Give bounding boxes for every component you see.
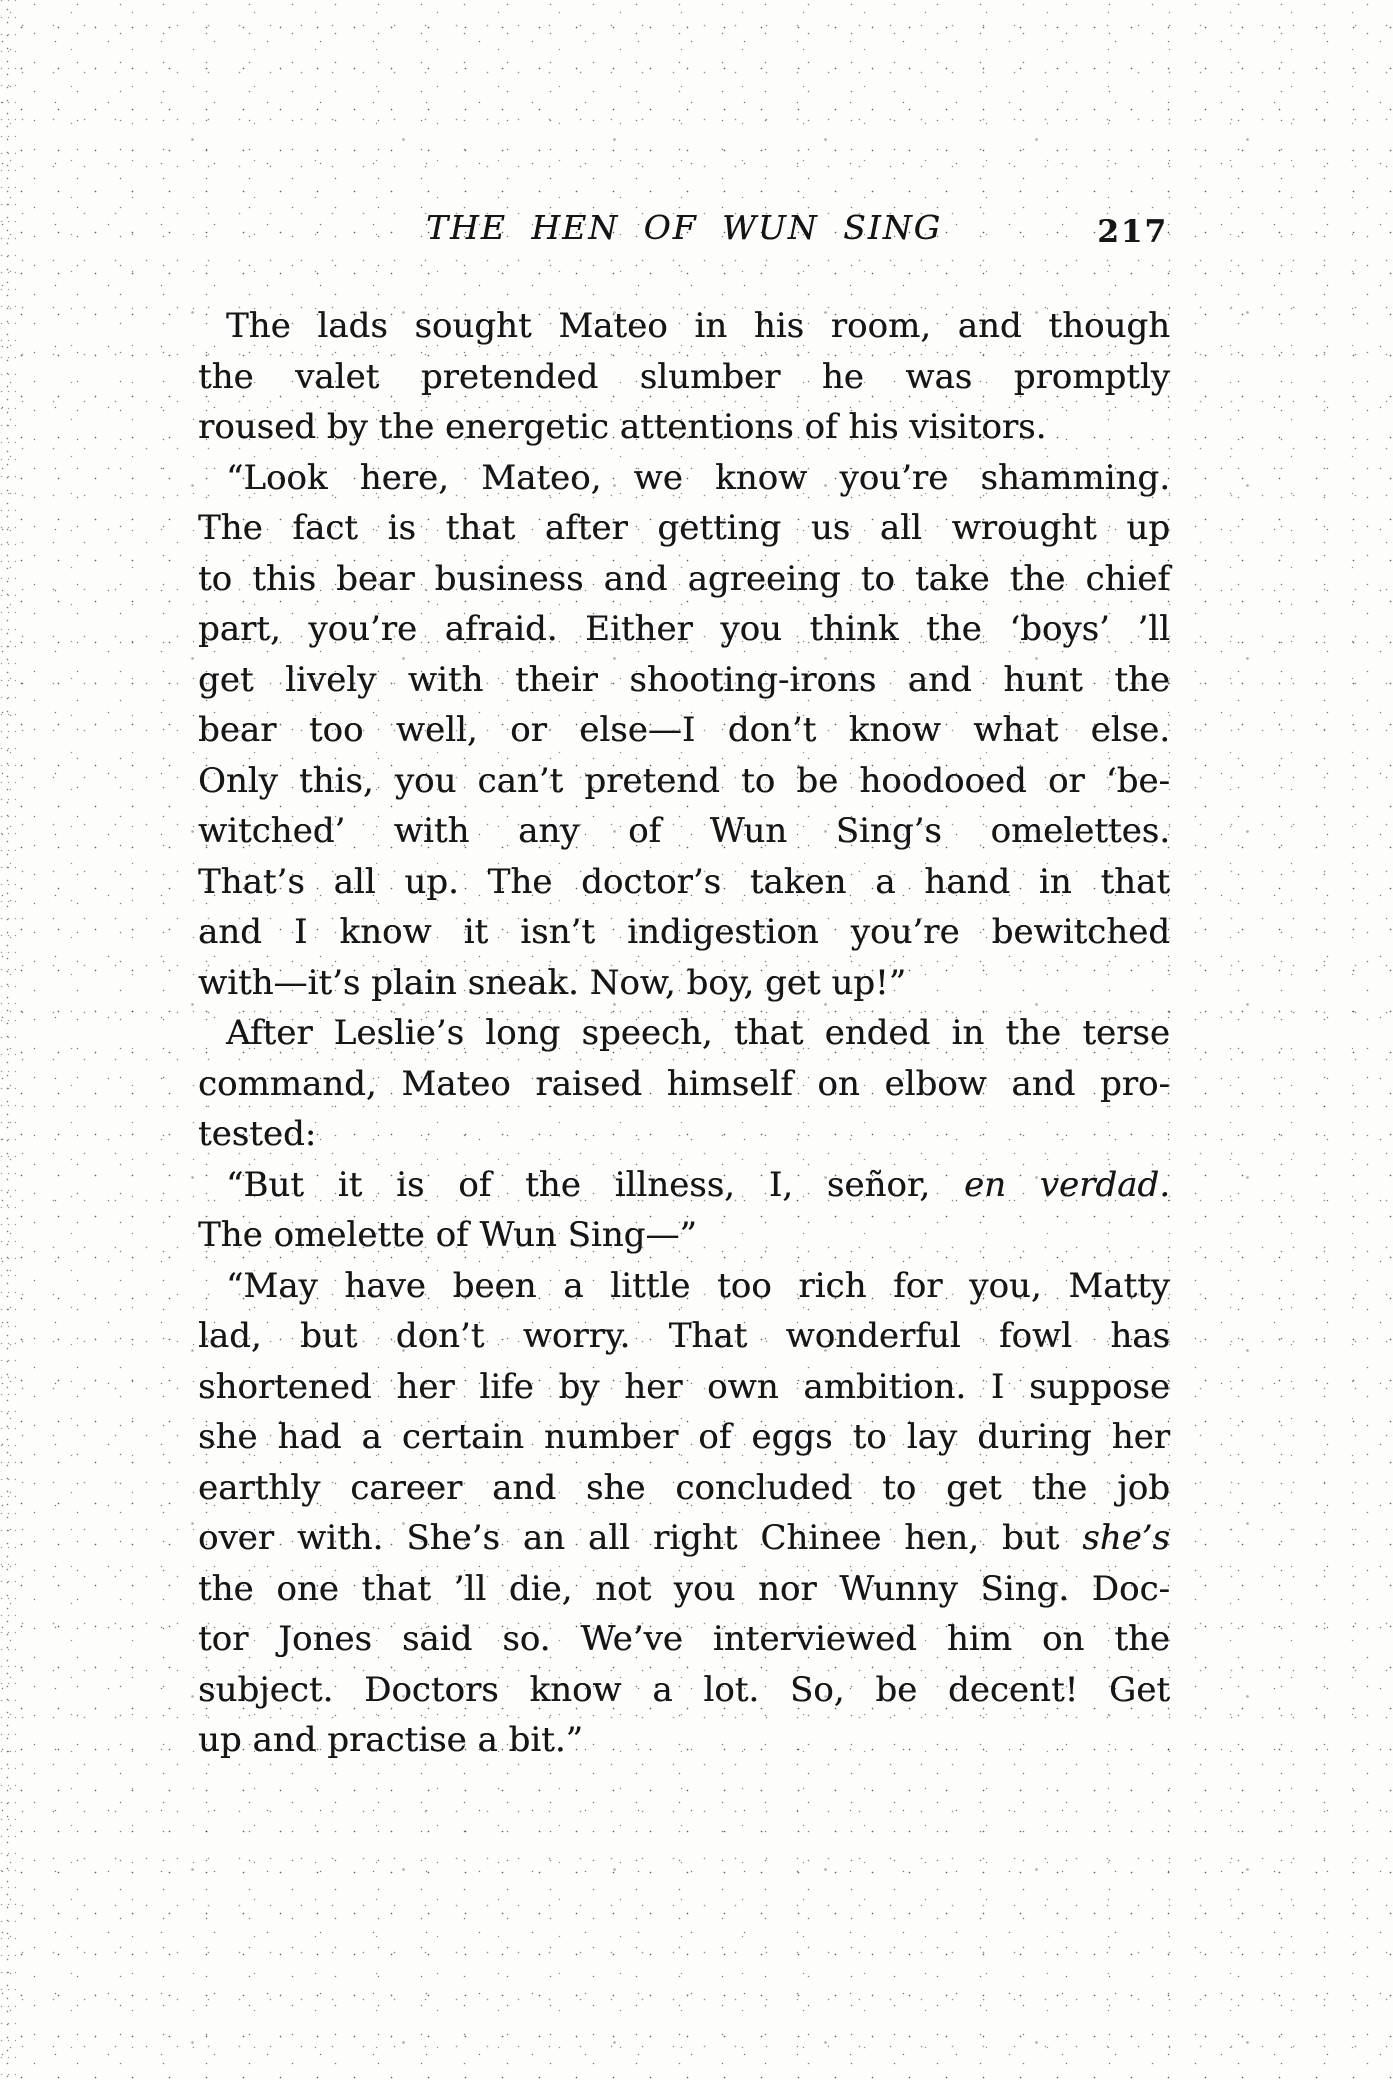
text-line [198, 1412, 1170, 1463]
text-line [198, 756, 1170, 807]
text-line [198, 958, 1170, 1009]
text-line [198, 604, 1170, 655]
text-segment: get lively with their shooting-irons and hunt the [198, 659, 1170, 700]
text-line [198, 1513, 1170, 1564]
text-segment: with—it’s plain sneak. Now, boy, get up!” [198, 962, 907, 1003]
text-segment: Only this, you can’t pretend to be hoodooed or ‘be- [198, 760, 1170, 801]
text-segment: That’s all up. The doctor’s taken a hand in that [198, 861, 1170, 902]
text-line [198, 1463, 1170, 1514]
text-segment: she had a certain number of eggs to lay during her [198, 1417, 1170, 1457]
text-line [198, 1362, 1170, 1413]
text-line [198, 1564, 1170, 1615]
page-header [198, 208, 1170, 252]
text-segment: The fact is that after getting us all wrought up [198, 508, 1170, 548]
text-segment: witched’ with any of Wun Sing’s omelettes. [198, 811, 1170, 851]
text-segment: shortened her life by her own ambition. I suppose [198, 1366, 1170, 1407]
text-line [198, 453, 1170, 504]
text-line [198, 857, 1170, 908]
text-segment: subject. Doctors know a lot. So, be decent! Get [198, 1669, 1170, 1710]
text-segment: part, you’re afraid. Either you think the ‘boys’ ’ll [198, 609, 1170, 649]
text-line [198, 655, 1170, 706]
text-line [198, 1059, 1170, 1110]
text-segment: The lads sought Mateo in his room, and though [226, 306, 1170, 346]
running-title: THE HEN OF WUN SING [425, 208, 942, 247]
text-line [198, 907, 1170, 958]
text-segment: tested: [198, 1114, 317, 1154]
text-segment: After Leslie’s long speech, that ended in the terse [226, 1013, 1170, 1053]
text-segment: “May have been a little too rich for you, Matty [226, 1265, 1170, 1306]
text-line [198, 1109, 1170, 1160]
text-line [198, 554, 1170, 605]
text-line [198, 352, 1170, 403]
page-number: 217 [1097, 214, 1168, 250]
text-line [198, 301, 1170, 352]
text-line [198, 1008, 1170, 1059]
text-segment: to this bear business and agreeing to take the chief [198, 558, 1170, 599]
body-text [198, 301, 1170, 1766]
text-line [198, 1160, 1170, 1211]
text-segment: over with. She’s an all right Chinee hen, but [198, 1518, 1083, 1558]
text-segment: the one that ’ll die, not you nor Wunny Sing. Doc- [198, 1568, 1170, 1609]
text-segment: bear too well, or else—I don’t know what else. [198, 710, 1170, 750]
text-line [198, 503, 1170, 554]
italic-text: she’s [1082, 1518, 1170, 1558]
text-segment: lad, but don’t worry. That wonderful fowl has [198, 1316, 1170, 1356]
text-segment: up and practise a bit.” [198, 1720, 584, 1760]
text-line [198, 1261, 1170, 1312]
text-segment: “Look here, Mateo, we know you’re shamming. [226, 457, 1170, 498]
text-line [198, 1614, 1170, 1665]
text-line [198, 1311, 1170, 1362]
text-segment: and I know it isn’t indigestion you’re bewitched [198, 912, 1170, 952]
text-line [198, 1715, 1170, 1766]
italic-text: en verdad. [963, 1164, 1171, 1205]
text-line [198, 806, 1170, 857]
text-line [198, 1210, 1170, 1261]
text-segment: the valet pretended slumber he was promptly [198, 356, 1170, 397]
text-segment: “But it is of the illness, I, señor, [226, 1164, 964, 1205]
text-segment: earthly career and she concluded to get the job [198, 1467, 1170, 1508]
text-segment: roused by the energetic attentions of his visitors. [198, 407, 1047, 447]
text-line [198, 402, 1170, 453]
text-line [198, 705, 1170, 756]
text-segment: The omelette of Wun Sing—” [198, 1215, 697, 1255]
text-line [198, 1665, 1170, 1716]
text-segment: tor Jones said so. We’ve interviewed him on the [198, 1619, 1170, 1659]
text-segment: command, Mateo raised himself on elbow and pro- [198, 1063, 1170, 1104]
scan-artifact-left-edge [0, 0, 16, 2080]
